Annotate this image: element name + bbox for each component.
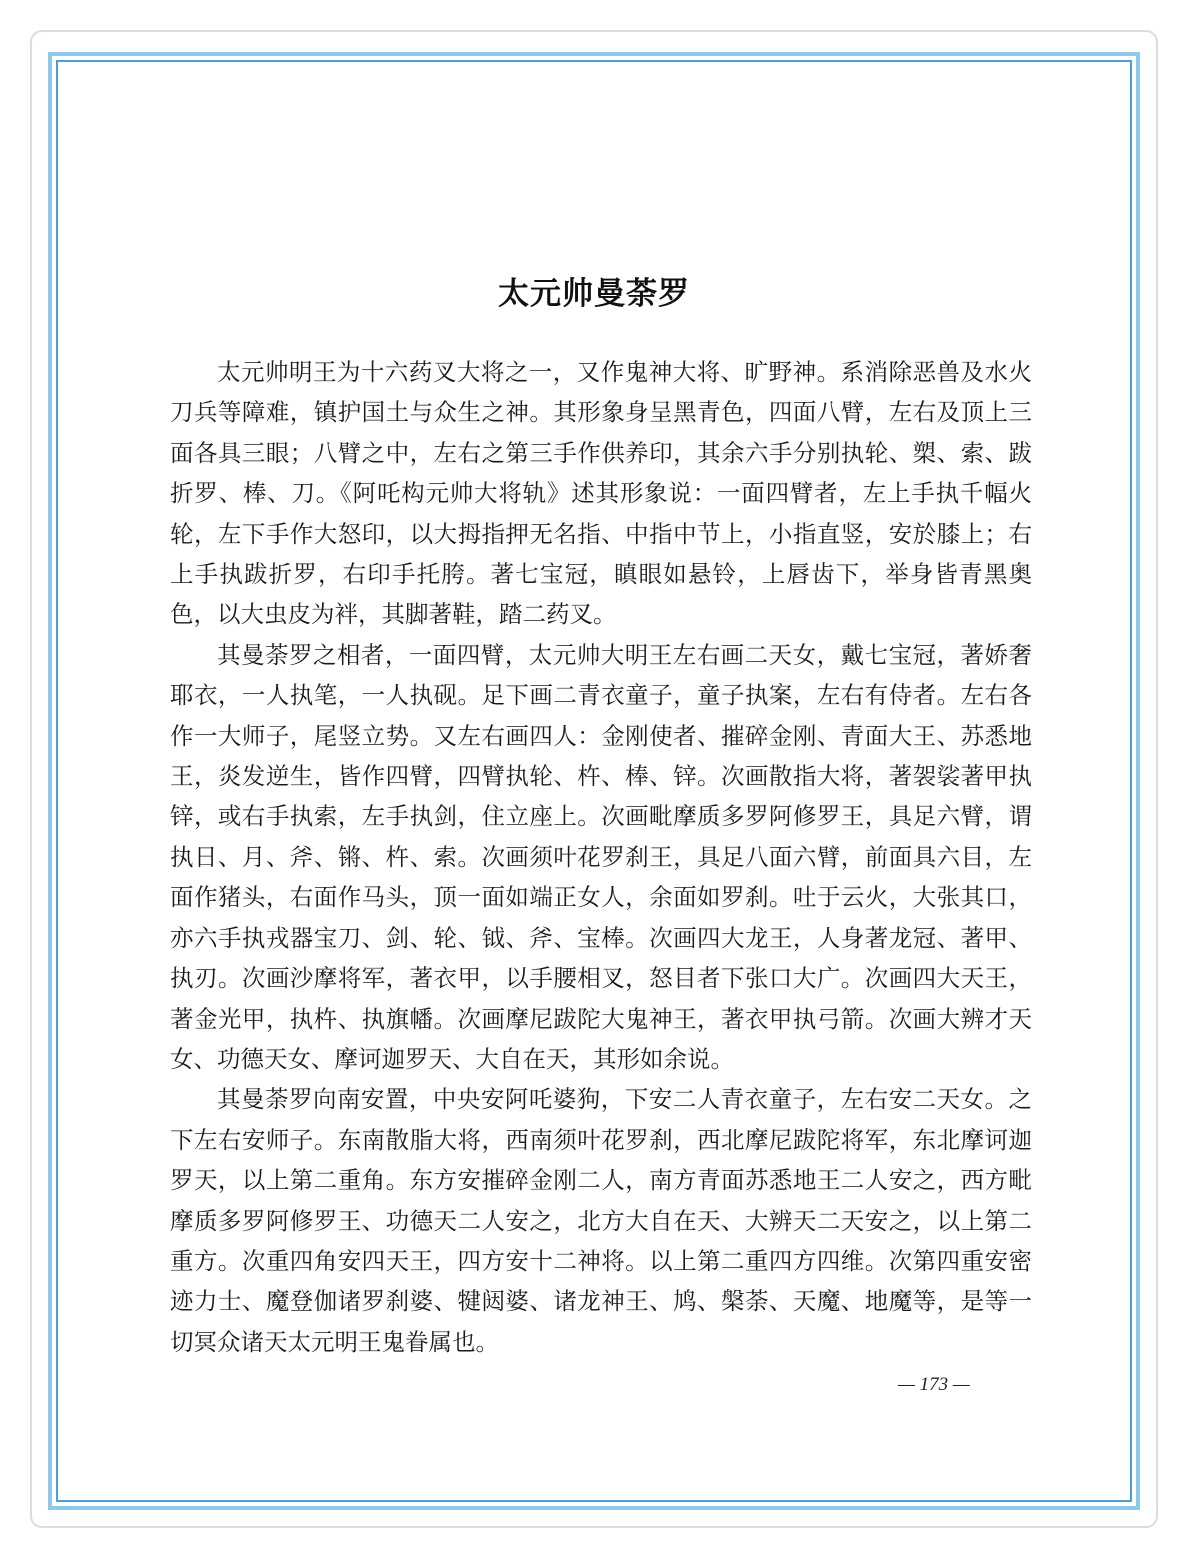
page-number: — 173 — — [898, 1374, 970, 1395]
body-text — [170, 352, 1032, 1362]
paragraph-3: 其曼荼罗向南安置，中央安阿吒婆狗，下安二人青衣童子，左右安二天女。之下左右安师子。东南散脂大将，西南须叶花罗刹，西北摩尼跋陀将军，东北摩诃迦罗天，以上第二重角。东方安摧碎金刚二人，南方青面苏悉地王二人安之，西方毗摩质多罗阿修罗王、功德天二人安之，北方大自在天、大辨天二天安之，以上第二重方。次重四角安四天王，四方安十二神将。以上第二重四方四维。次第四重安密迹力士、魔登伽诸罗刹婆、犍闼婆、诸龙神王、鸠、槃荼、天魔、地魔等，是等一切冥众诸天太元明王鬼眷属也。 — [170, 1085, 1032, 1356]
paragraph-2: 其曼荼罗之相者，一面四臂，太元帅大明王左右画二天女，戴七宝冠，著娇奢耶衣，一人执笔，一人执砚。足下画二青衣童子，童子执案，左右有侍者。左右各作一大师子，尾竖立势。又左右画四人：金刚使者、摧碎金刚、青面大王、苏悉地王，炎发逆生，皆作四臂，四臂执轮、杵、棒、锌。次画散指大将，著袈裟著甲执锌，或右手执索，左手执剑，住立座上。次画毗摩质多罗阿修罗王，具足六臂，谓执日、月、斧、锵、杵、索。次画须叶花罗刹王，具足八面六臂，前面具六目，左面作猪头，右面作马头，顶一面如端正女人，余面如罗刹。吐于云火，大张其口，亦六手执戎器宝刀、剑、轮、钺、斧、宝棒。次画四大龙王，人身著龙冠、著甲、执刃。次画沙摩将军，著衣甲，以手腰相叉，怒目者下张口大广。次画四大天王，著金光甲，执杵、执旗幡。次画摩尼跋陀大鬼神王，著衣甲执弓箭。次画大辨才天女、功德天女、摩诃迦罗天、大自在天，其形如余说。 — [170, 640, 1032, 1073]
paragraph-1: 太元帅明王为十六药叉大将之一，又作鬼神大将、旷野神。系消除恶兽及水火刀兵等障难，镇护国土与众生之神。其形象身呈黑青色，四面八臂，左右及顶上三面各具三眼；八臂之中，左右之第三手作供养印，其余六手分别执轮、槊、索、跋折罗、棒、刀。《阿吒构元帅大将轨》述其形象说：一面四臂者，左上手执千幅火轮，左下手作大怒印，以大拇指押无名指、中指中节上，小指直竖，安於膝上；右上手执跋折罗，右印手托胯。著七宝冠，瞋眼如悬铃，上唇齿下，举身皆青黑奥色，以大虫皮为袢，其脚著鞋，踏二药叉。 — [170, 358, 1032, 629]
page-title: 太元帅曼荼罗 — [498, 276, 690, 312]
